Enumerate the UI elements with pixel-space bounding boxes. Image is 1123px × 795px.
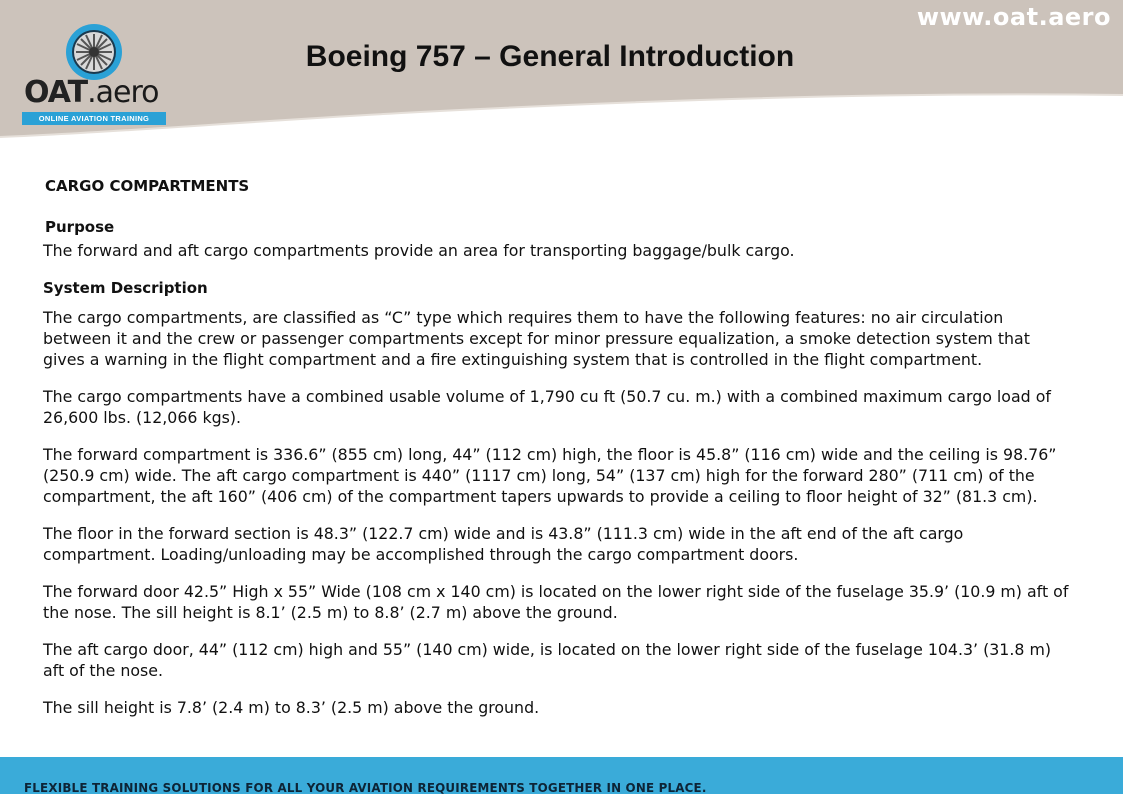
paragraph: The cargo compartments, are classified as “C” type which requires them to have the following features: no air circulation between it and the crew or passenger compartments except for minor pressure equalization, a smoke detection system that gives a warning in the flight compartment and a fire extinguishing system that is controlled in the flight compartment. [43,308,1030,369]
logo-tagline: ONLINE AVIATION TRAINING [22,112,166,125]
site-url: www.oat.aero [916,3,1111,31]
purpose-heading: Purpose [45,218,115,236]
logo-wordmark [24,75,159,110]
paragraph: The sill height is 7.8’ (2.4 m) to 8.3’ (2.5 m) above the ground. [43,698,540,717]
paragraph: The cargo compartments have a combined usable volume of 1,790 cu ft (50.7 cu. m.) with a combined maximum cargo load of 26,600 lbs. (12,066 kgs). [43,387,1051,427]
logo-text-suffix: .aero [87,75,159,110]
paragraph: The forward compartment is 336.6” (855 cm) long, 44” (112 cm) high, the floor is 45.8” (116 cm) wide and the ceiling is 98.76” (250.9 cm) wide. The aft cargo compartment is 440” (1117 cm) long, 54” (137 cm) high for the forward 280” (711 cm) of the compartment, the aft 160” (406 cm) of the compartment tapers upwards to provide a ceiling to floor height of 32” (81.3 cm). [43,445,1057,506]
paragraph: The forward door 42.5” High x 55” Wide (108 cm x 140 cm) is located on the lower right side of the fuselage 35.9’ (10.9 m) aft of the nose. The sill height is 8.1’ (2.5 m) to 8.8’ (2.7 m) above the ground. [43,582,1069,622]
paragraph: The floor in the forward section is 48.3” (122.7 cm) wide and is 43.8” (111.3 cm) wide in the aft end of the aft cargo compartment. Loading/unloading may be accomplished through the cargo compartment doors. [43,524,964,564]
system-description-heading: System Description [43,279,208,297]
footer-tagline: FLEXIBLE TRAINING SOLUTIONS FOR ALL YOUR AVIATION REQUIREMENTS TOGETHER IN ONE PLACE. [24,780,707,795]
section-title: CARGO COMPARTMENTS [45,177,250,195]
slide-title: Boeing 757 – General Introduction [305,40,795,73]
paragraph: The aft cargo door, 44” (112 cm) high and 55” (140 cm) wide, is located on the lower right side of the fuselage 104.3’ (31.8 m) aft of the nose. [43,640,1051,680]
purpose-text: The forward and aft cargo compartments provide an area for transporting baggage/bulk cargo. [43,241,795,260]
document-body [43,176,1073,734]
logo-text-main: OAT [24,75,88,110]
